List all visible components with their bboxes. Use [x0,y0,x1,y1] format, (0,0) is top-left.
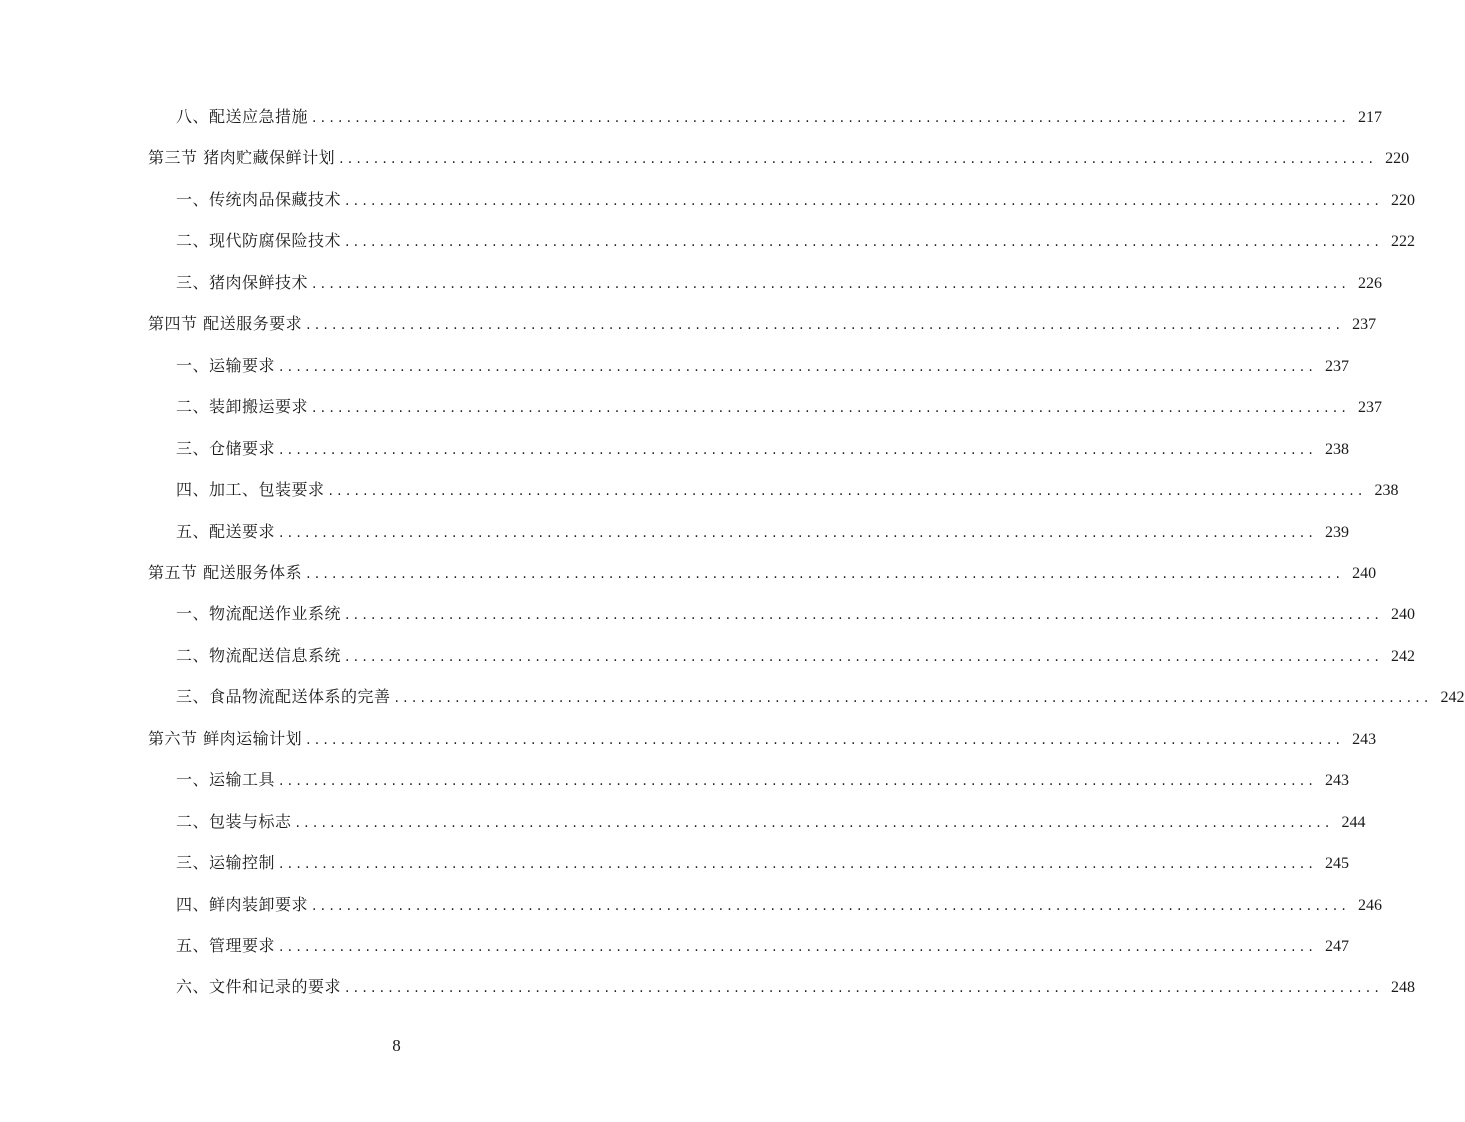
toc-dot-leader: ........................................................................................................................ [394,690,1433,707]
toc-section-entry[interactable] [0,558,1377,588]
toc-subsection-entry[interactable] [0,517,1350,547]
toc-dot-leader: ........................................................................................................................ [345,607,1384,624]
toc-entry-label: 四、加工、包装要求 [176,480,325,500]
toc-subsection-entry[interactable] [0,434,1350,464]
toc-entry-label: 第五节 配送服务体系 [148,562,303,582]
toc-entry-label: 一、传统肉品保藏技术 [176,189,342,209]
toc-subsection-entry[interactable] [0,848,1350,878]
toc-dot-leader: ........................................................................................................................ [312,110,1351,126]
toc-entry-page: 238 [1325,440,1350,458]
toc-entry-page: 248 [1391,979,1416,997]
toc-entry-label: 三、食品物流配送体系的完善 [176,687,391,707]
toc-subsection-entry[interactable] [0,682,1465,712]
toc-entry-label: 第三节 猪肉贮藏保鲜计划 [148,148,336,168]
toc-entry-page: 245 [1325,855,1350,873]
toc-subsection-entry[interactable] [0,268,1383,298]
toc-entry-page: 242 [1440,689,1465,707]
toc-entry-page: 242 [1391,647,1416,665]
toc-entry-label: 一、运输工具 [176,770,276,790]
toc-dot-leader: ........................................................................................................................ [279,939,1318,955]
toc-entry-page: 243 [1352,730,1377,748]
toc-entry-label: 四、鲜肉装卸要求 [176,894,309,914]
toc-entry-label: 一、运输要求 [176,355,276,375]
toc-entry-label: 八、配送应急措施 [176,107,309,126]
toc-entry-page: 238 [1374,482,1399,500]
toc-subsection-entry[interactable] [0,599,1416,629]
toc-entry-label: 二、物流配送信息系统 [176,645,342,665]
toc-entry-label: 二、包装与标志 [176,811,292,831]
toc-entry-page: 247 [1325,938,1350,955]
toc-entry-label: 第六节 鲜肉运输计划 [148,728,303,748]
toc-entry-label: 二、装卸搬运要求 [176,397,309,417]
toc-dot-leader: ........................................................................................................................ [345,234,1384,251]
toc-entry-label: 三、仓储要求 [176,438,276,458]
toc-dot-leader: ........................................................................................................................ [279,441,1318,458]
toc-entry-page: 239 [1325,523,1350,541]
toc-dot-leader: ........................................................................................................................ [312,400,1351,417]
toc-dot-leader: ........................................................................................................................ [306,565,1345,582]
page-number: 8 [392,1036,401,1055]
toc-subsection-entry[interactable] [0,351,1350,381]
toc-entry-page: 244 [1341,813,1366,831]
toc-subsection-entry[interactable] [0,641,1416,671]
toc-entry-page: 220 [1385,150,1410,168]
toc-section-entry[interactable] [0,309,1377,339]
toc-entry-label: 五、配送要求 [176,521,276,541]
toc-subsection-entry[interactable] [0,475,1399,505]
toc-section-entry[interactable] [0,724,1377,754]
toc-entry-page: 237 [1358,399,1383,417]
toc-dot-leader: ........................................................................................................................ [345,192,1384,209]
toc-entry-page: 246 [1358,896,1383,914]
toc-entry-label: 三、猪肉保鲜技术 [176,272,309,292]
toc-entry-page: 240 [1391,606,1416,624]
toc-entry-page: 237 [1325,357,1350,375]
toc-dot-leader: ........................................................................................................................ [339,151,1378,168]
toc-dot-leader: ........................................................................................................................ [345,648,1384,665]
toc-entry-label: 三、运输控制 [176,853,276,873]
toc-entry-label: 第四节 配送服务要求 [148,314,303,334]
toc-dot-leader: ........................................................................................................................ [279,856,1318,873]
toc-entry-label: 二、现代防腐保险技术 [176,231,342,251]
toc-dot-leader: ........................................................................................................................ [279,358,1318,375]
toc-entry-page: 220 [1391,191,1416,209]
toc-subsection-entry[interactable] [0,102,1383,132]
toc-entry-page: 226 [1358,274,1383,292]
toc-entry-page: 237 [1352,316,1377,334]
toc-subsection-entry[interactable] [0,807,1366,837]
toc-subsection-entry[interactable] [0,392,1383,422]
toc-dot-leader: ........................................................................................................................ [295,814,1334,831]
toc-dot-leader: ........................................................................................................................ [312,275,1351,292]
toc-entry-page: 243 [1325,772,1350,790]
toc-entry-page: 222 [1391,233,1416,251]
toc-subsection-entry[interactable] [0,765,1350,795]
toc-entry-label: 五、管理要求 [176,936,276,955]
toc-dot-leader: ........................................................................................................................ [279,524,1318,541]
toc-entry-page: 240 [1352,564,1377,582]
toc-subsection-entry[interactable] [0,890,1383,920]
toc-subsection-entry[interactable] [0,226,1416,256]
toc-dot-leader: ........................................................................................................................ [345,980,1384,997]
toc-entry-label: 一、物流配送作业系统 [176,604,342,624]
toc-subsection-entry[interactable] [0,185,1416,215]
toc-dot-leader: ........................................................................................................................ [312,897,1351,914]
toc-entry-page: 217 [1358,109,1383,126]
toc-dot-leader: ........................................................................................................................ [328,483,1367,500]
toc-subsection-entry[interactable] [0,972,1416,1002]
toc-dot-leader: ........................................................................................................................ [306,731,1345,748]
toc-dot-leader: ........................................................................................................................ [306,317,1345,334]
toc-entry-label: 六、文件和记录的要求 [176,977,342,997]
toc-dot-leader: ........................................................................................................................ [279,773,1318,790]
toc-subsection-entry[interactable] [0,931,1350,961]
toc-section-entry[interactable] [0,143,1410,173]
